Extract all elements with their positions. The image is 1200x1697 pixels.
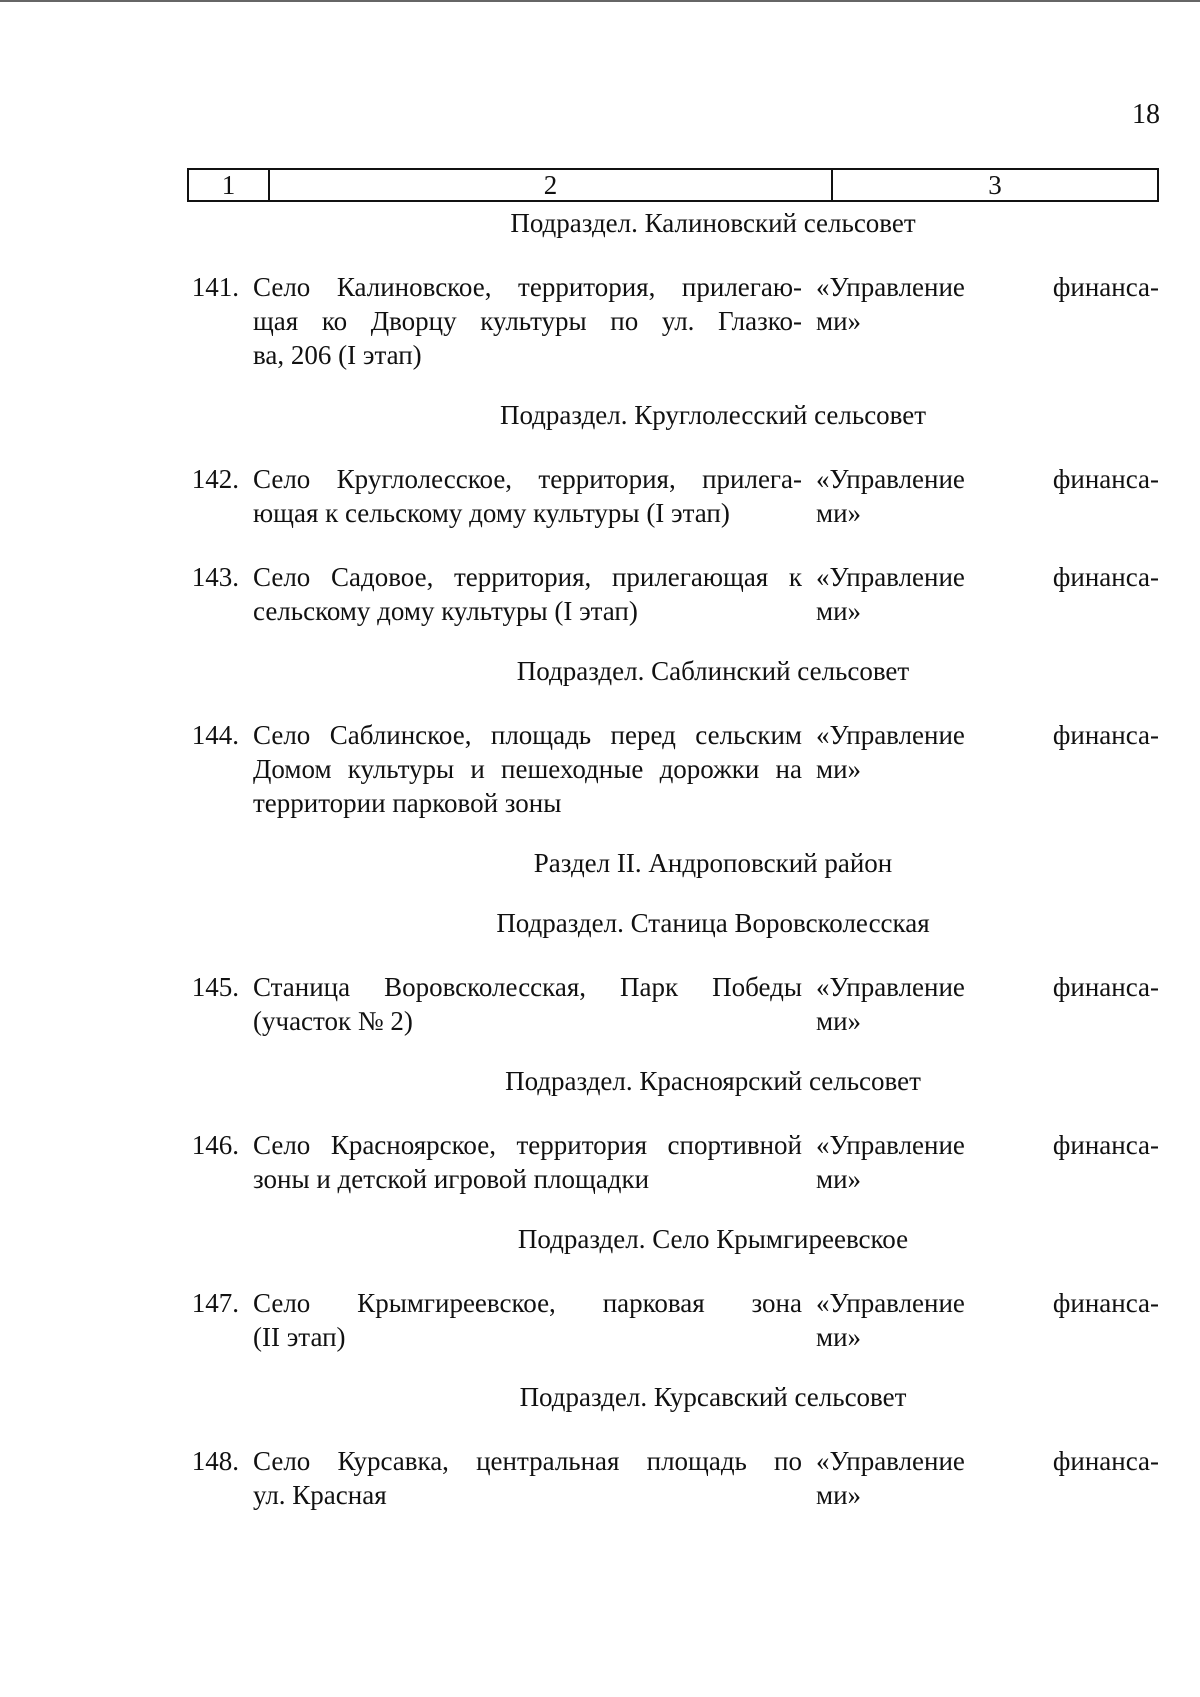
responsible-word-2: финанса- — [1052, 272, 1159, 302]
row-location — [253, 970, 816, 1038]
responsible-word-2: финанса- — [1052, 972, 1159, 1002]
subsection-heading: Подраздел. Красноярский сельсовет — [505, 1066, 921, 1096]
row-responsible — [816, 560, 1159, 628]
location-line: щая ко Дворцу культуры по ул. Глазко- — [253, 306, 802, 336]
responsible-word-1: «Управление — [816, 972, 965, 1002]
location-line: (участок № 2) — [253, 1006, 413, 1036]
column-header-1: 1 — [189, 170, 270, 200]
responsible-word-1: «Управление — [816, 1288, 965, 1318]
row-number: 147. — [191, 1288, 239, 1318]
row-location — [253, 1128, 816, 1196]
row-location — [253, 1444, 816, 1512]
responsible-word-3: ми» — [816, 754, 862, 784]
location-line: ва, 206 (I этап) — [253, 340, 422, 370]
table-row — [187, 1286, 1159, 1354]
location-line: Село Садовое, территория, прилегающая к — [253, 562, 802, 592]
responsible-word-3: ми» — [816, 596, 862, 626]
row-responsible — [816, 1128, 1159, 1196]
row-location — [253, 718, 816, 820]
responsible-word-2: финанса- — [1052, 562, 1159, 592]
responsible-word-3: ми» — [816, 306, 862, 336]
subsection-heading: Раздел II. Андроповский район — [533, 848, 893, 878]
subsection-heading: Подраздел. Саблинский сельсовет — [516, 656, 910, 686]
row-number: 143. — [191, 562, 239, 592]
location-line: Село Круглолесское, территория, прилега- — [253, 464, 802, 494]
responsible-word-1: «Управление — [816, 464, 965, 494]
row-responsible — [816, 1286, 1159, 1354]
responsible-word-3: ми» — [816, 1480, 862, 1510]
row-responsible — [816, 970, 1159, 1038]
row-number: 148. — [191, 1446, 239, 1476]
location-line: Село Курсавка, центральная площадь по — [253, 1446, 802, 1476]
row-number: 142. — [191, 464, 239, 494]
top-rule — [0, 0, 1200, 2]
table-row — [187, 462, 1159, 530]
row-responsible — [816, 718, 1159, 820]
table-row — [187, 270, 1159, 372]
table-row — [187, 970, 1159, 1038]
row-location — [253, 270, 816, 372]
row-number: 144. — [191, 720, 239, 750]
location-line: ул. Красная — [253, 1480, 387, 1510]
location-line: сельскому дому культуры (I этап) — [253, 596, 638, 626]
location-line: (II этап) — [253, 1322, 346, 1352]
location-line: территории парковой зоны — [253, 788, 562, 818]
row-location — [253, 1286, 816, 1354]
row-responsible — [816, 1444, 1159, 1512]
table-row — [187, 560, 1159, 628]
row-number: 141. — [191, 272, 239, 302]
document-body — [187, 206, 1159, 1512]
responsible-word-1: «Управление — [816, 1130, 965, 1160]
responsible-word-1: «Управление — [816, 562, 965, 592]
row-number: 146. — [191, 1130, 239, 1160]
responsible-word-3: ми» — [816, 1006, 862, 1036]
responsible-word-3: ми» — [816, 1322, 862, 1352]
location-line: Село Красноярское, территория спортивной — [253, 1130, 802, 1160]
row-location — [253, 462, 816, 530]
subsection-heading: Подраздел. Круглолесский сельсовет — [499, 400, 927, 430]
row-responsible — [816, 462, 1159, 530]
responsible-word-2: финанса- — [1052, 1288, 1159, 1318]
responsible-word-3: ми» — [816, 1164, 862, 1194]
responsible-word-2: финанса- — [1052, 1446, 1159, 1476]
location-line: Домом культуры и пешеходные дорожки на — [253, 754, 802, 784]
subsection-heading: Подраздел. Станица Воровсколесская — [496, 908, 930, 938]
location-line: Село Калиновское, территория, прилегаю- — [253, 272, 802, 302]
responsible-word-3: ми» — [816, 498, 862, 528]
location-line: Станица Воровсколесская, Парк Победы — [253, 972, 802, 1002]
responsible-word-1: «Управление — [816, 720, 965, 750]
location-line: Село Саблинское, площадь перед сельским — [253, 720, 802, 750]
responsible-word-2: финанса- — [1052, 720, 1159, 750]
responsible-word-1: «Управление — [816, 272, 965, 302]
row-location — [253, 560, 816, 628]
location-line: зоны и детской игровой площадки — [253, 1164, 650, 1194]
subsection-heading: Подраздел. Калиновский сельсовет — [510, 208, 916, 238]
subsection-heading: Подраздел. Курсавский сельсовет — [519, 1382, 907, 1412]
subsection-heading: Подраздел. Село Крымгиреевское — [517, 1224, 909, 1254]
page-number: 18 — [1132, 99, 1160, 130]
responsible-word-2: финанса- — [1052, 464, 1159, 494]
column-header-3: 3 — [988, 170, 1002, 200]
location-line: ющая к сельскому дому культуры (I этап) — [253, 498, 730, 528]
row-responsible — [816, 270, 1159, 372]
responsible-word-2: финанса- — [1052, 1130, 1159, 1160]
table-row — [187, 1128, 1159, 1196]
column-header-row — [187, 168, 1159, 202]
location-line: Село Крымгиреевское, парковая зона — [253, 1288, 802, 1318]
table-row — [187, 718, 1159, 820]
table-row — [187, 1444, 1159, 1512]
row-number: 145. — [191, 972, 239, 1002]
column-header-2: 2 — [270, 170, 833, 200]
responsible-word-1: «Управление — [816, 1446, 965, 1476]
